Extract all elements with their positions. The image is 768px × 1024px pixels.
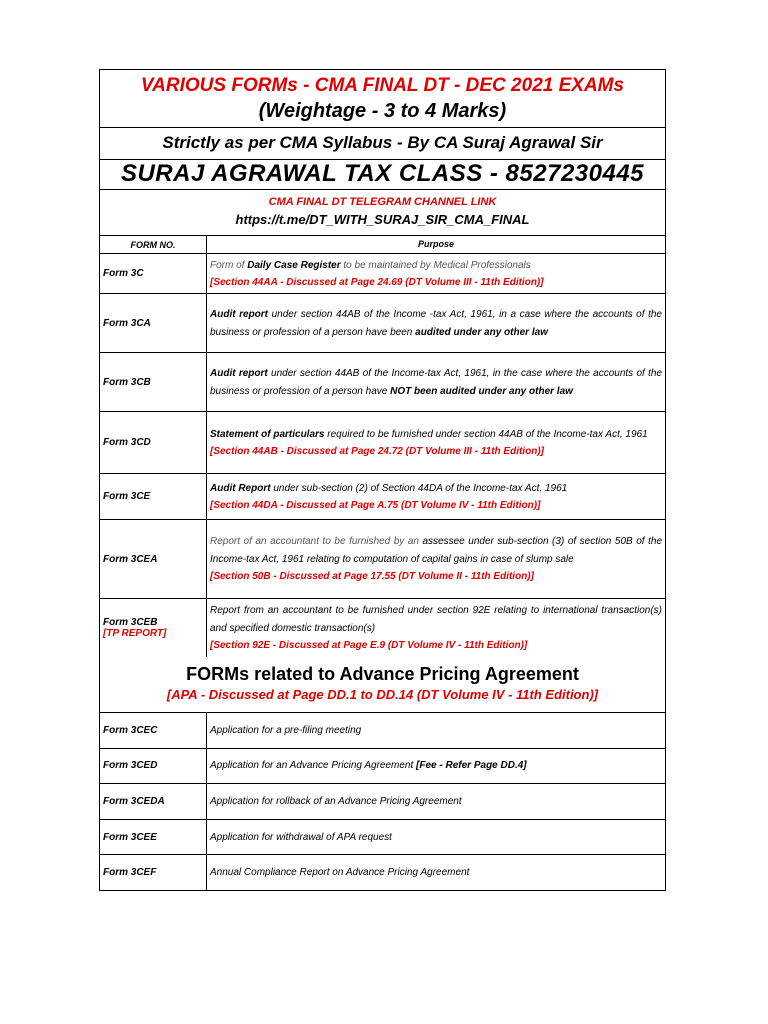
section-reference: [Section 44AA - Discussed at Page 24.69 (DT Volume III - 11th Edition)]	[210, 277, 544, 288]
section-reference: [Section 92E - Discussed at Page E.9 (DT Volume IV - 11th Edition)]	[210, 640, 528, 652]
purpose-text	[210, 426, 662, 444]
purpose-cell	[207, 294, 665, 352]
col-form-header: FORM NO.	[100, 236, 207, 253]
col-purpose-header: Purpose	[417, 238, 454, 249]
table-row	[100, 749, 665, 785]
form-number-cell	[100, 520, 207, 598]
form-number-cell	[100, 254, 207, 293]
table-row	[100, 820, 665, 856]
title-block	[100, 70, 665, 128]
purpose-text	[210, 759, 662, 773]
telegram-link[interactable]: https://t.me/DT_WITH_SURAJ_SIR_CMA_FINAL	[235, 212, 530, 227]
purpose-segment: NOT been audited under any other law	[390, 385, 573, 397]
purpose-segment: Audit report	[210, 368, 268, 379]
purpose-cell	[207, 820, 665, 855]
purpose-cell	[207, 520, 665, 598]
purpose-segment: Form of	[210, 259, 248, 271]
form-number-cell	[100, 474, 207, 519]
apa-table	[100, 713, 665, 890]
form-number-cell	[100, 599, 207, 657]
table-row	[100, 254, 665, 294]
table-row	[100, 294, 665, 353]
page-title: VARIOUS FORMs - CMA FINAL DT - DEC 2021 EXAMs	[140, 75, 625, 96]
form-number: Form 3CD	[103, 437, 151, 448]
purpose-segment: Application for a pre-filing meeting	[210, 724, 362, 736]
purpose-segment: Daily Case Register	[247, 259, 341, 271]
purpose-text	[210, 724, 662, 738]
syllabus-line: Strictly as per CMA Syllabus - By CA Suraj Agrawal Sir	[100, 128, 665, 160]
purpose-text	[210, 602, 662, 637]
form-number: Form 3CEA	[103, 553, 158, 565]
form-number-cell	[100, 713, 207, 748]
apa-reference: [APA - Discussed at Page DD.1 to DD.14 (DT Volume IV - 11th Edition)]	[166, 687, 599, 702]
form-number: Form 3CEDA	[103, 795, 165, 807]
form-tag: [TP REPORT]	[103, 628, 167, 639]
table-row	[100, 474, 665, 520]
table-row	[100, 520, 665, 599]
form-number-cell	[100, 294, 207, 352]
form-number: Form 3CEB	[103, 617, 158, 628]
form-number-cell	[100, 820, 207, 855]
purpose-segment: assessee under sub-section (3) of section 50B of the Income-tax Act, 1961 relating to computation of capital gains in case of slump sale	[210, 536, 663, 565]
purpose-text	[210, 480, 662, 498]
purpose-segment: Statement of particulars	[210, 428, 325, 440]
form-number: Form 3CEE	[103, 831, 157, 843]
form-number-cell	[100, 855, 207, 890]
purpose-text	[210, 306, 662, 341]
purpose-segment: under sub-section (2) of Section 44DA of the Income-tax Act, 1961	[270, 482, 568, 494]
section-reference: [Section 50B - Discussed at Page 17.55 (DT Volume II - 11th Edition)]	[210, 571, 534, 583]
purpose-segment: Report from an accountant to be furnished under section 92E relating to international transaction(s) and specified domestic transaction(s)	[210, 605, 662, 634]
purpose-cell	[207, 412, 665, 473]
purpose-segment: Annual Compliance Report on Advance Pricing Agreement	[210, 867, 470, 879]
purpose-cell	[207, 353, 665, 411]
form-number: Form 3CA	[103, 317, 151, 329]
form-number-cell	[100, 784, 207, 819]
purpose-text	[210, 365, 662, 400]
purpose-cell	[207, 749, 665, 784]
purpose-cell	[207, 784, 665, 819]
purpose-segment: Application for withdrawal of APA request	[210, 831, 392, 843]
apa-section-header	[100, 657, 665, 713]
form-number: Form 3CEF	[103, 867, 157, 879]
purpose-segment: to be maintained by Medical Professionals	[340, 259, 531, 271]
purpose-cell	[207, 599, 665, 657]
purpose-segment: required to be furnished under section 44AB of the Income-tax Act, 1961	[324, 428, 648, 440]
purpose-segment: Audit report	[210, 309, 269, 320]
purpose-text	[210, 795, 662, 809]
purpose-segment: Application for rollback of an Advance Pricing Agreement	[210, 795, 462, 807]
purpose-text	[210, 257, 662, 275]
fee-note: [Fee - Refer Page DD.4]	[416, 760, 527, 772]
table-header	[100, 236, 665, 254]
table-row	[100, 599, 665, 657]
purpose-cell	[207, 713, 665, 748]
weightage-subtitle: (Weightage - 3 to 4 Marks)	[258, 100, 507, 122]
purpose-segment: Application for an Advance Pricing Agreement	[210, 760, 417, 772]
table-row	[100, 412, 665, 474]
form-number: Form 3C	[103, 268, 144, 279]
purpose-text	[210, 533, 662, 568]
purpose-segment: Audit Report	[210, 482, 271, 494]
purpose-cell	[207, 254, 665, 293]
form-number-cell	[100, 353, 207, 411]
section-reference: [Section 44DA - Discussed at Page A.75 (DT Volume IV - 11th Edition)]	[210, 500, 541, 511]
purpose-text	[210, 866, 662, 880]
form-number: Form 3CED	[103, 760, 158, 772]
purpose-segment: under section 44AB of the Income-tax Act, 1961, in the case where the accounts of the business or profession of a person have	[210, 368, 662, 397]
purpose-segment: Report of an accountant to be furnished by an	[210, 536, 423, 548]
forms-table	[100, 254, 665, 657]
form-number: Form 3CE	[103, 491, 151, 502]
table-row	[100, 353, 665, 412]
form-number: Form 3CB	[103, 376, 151, 388]
class-banner: SURAJ AGRAWAL TAX CLASS - 8527230445	[100, 160, 665, 190]
section-reference: [Section 44AB - Discussed at Page 24.72 (DT Volume III - 11th Edition)]	[210, 446, 544, 457]
form-number-cell	[100, 412, 207, 473]
form-number: Form 3CEC	[103, 724, 158, 736]
purpose-cell	[207, 474, 665, 519]
purpose-segment: audited under any other law	[415, 326, 548, 338]
purpose-text	[210, 831, 662, 845]
form-number-cell	[100, 749, 207, 784]
table-row	[100, 713, 665, 749]
apa-title: FORMs related to Advance Pricing Agreement	[186, 664, 579, 684]
table-row	[100, 784, 665, 820]
forms-sheet	[99, 69, 666, 891]
purpose-cell	[207, 855, 665, 890]
telegram-block	[100, 190, 665, 236]
purpose-segment: under section 44AB of the Income -tax Act, 1961, in a case where the accounts of the business or profession of a person have been	[210, 309, 662, 338]
telegram-label: CMA FINAL DT TELEGRAM CHANNEL LINK	[268, 196, 497, 208]
table-row	[100, 855, 665, 890]
